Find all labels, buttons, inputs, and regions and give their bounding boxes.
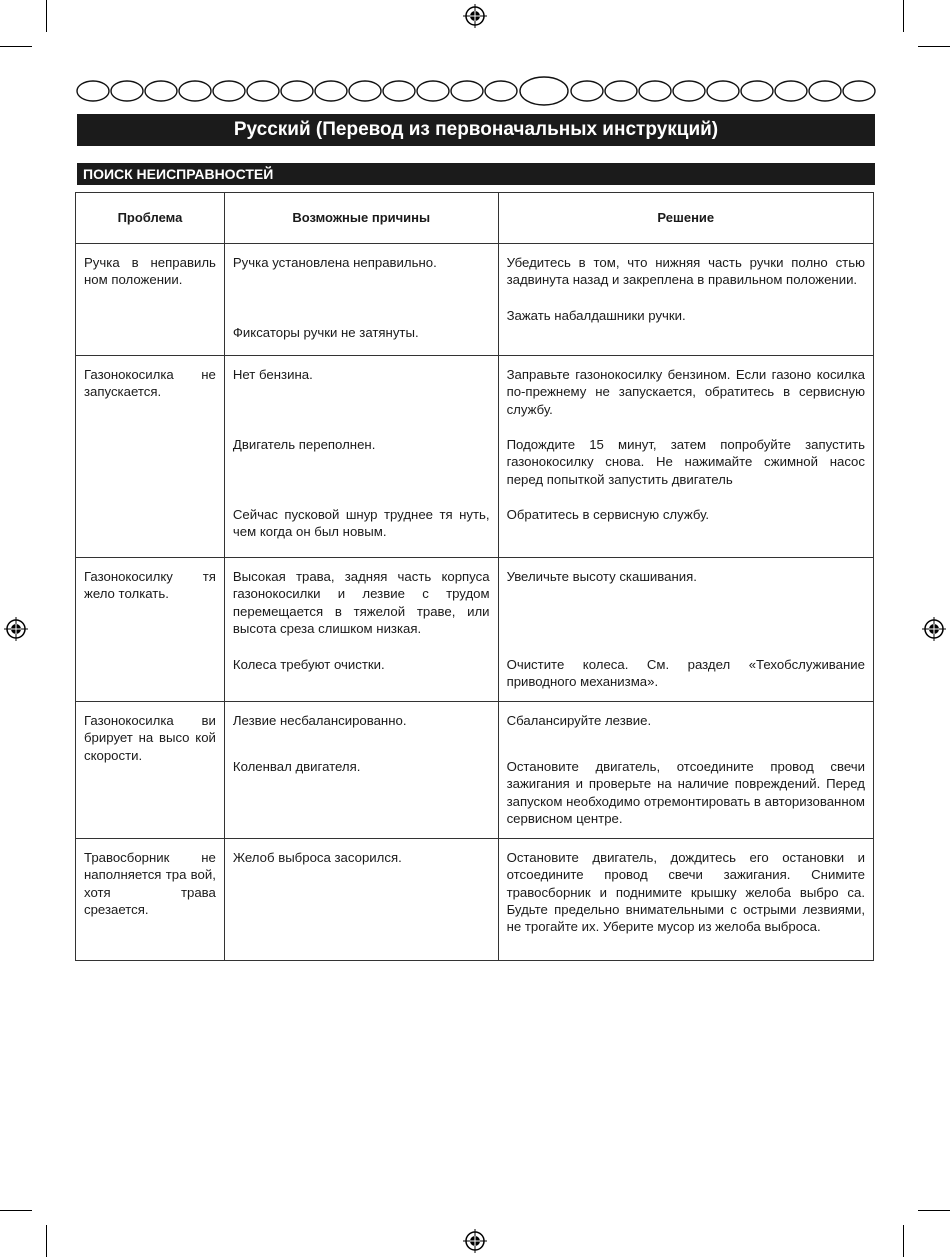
problem-cell: Газонокосилку тя жело толкать. <box>76 558 225 702</box>
problem-cell: Травосборник не наполняется тра вой, хотя трава срезается. <box>76 838 225 960</box>
cause-text: Колеса требуют очистки. <box>232 656 385 672</box>
causes-cell <box>224 558 498 702</box>
crop-mark-bottom-left-v <box>46 1225 47 1257</box>
cause-text: Высокая трава, задняя часть корпуса газонокосилки и лезвие с трудом перемещается в тяжелой траве, или высота среза слишком низкая. <box>232 569 490 637</box>
table-row <box>76 838 874 960</box>
solution-text: Обратитесь в сервисную службу. <box>506 507 710 522</box>
crop-mark-bottom-left-h <box>0 1210 32 1211</box>
cause-text: Сейчас пусковой шнур труднее тя нуть, чем когда он был новым. <box>232 507 490 540</box>
problem-cell: Ручка в неправиль ном положении. <box>76 244 225 356</box>
solutions-cell <box>498 244 873 356</box>
solutions-cell <box>498 356 873 558</box>
registration-mark-icon <box>463 4 487 28</box>
problem-cell: Газонокосилка ви брирует на высо кой скорости. <box>76 701 225 838</box>
crop-mark-top-left-v <box>46 0 47 32</box>
cause-text: Двигатель переполнен. <box>232 437 376 452</box>
solutions-cell <box>498 838 873 960</box>
page-title: Русский (Перевод из первоначальных инструкций) <box>77 114 875 146</box>
crop-mark-top-left-h <box>0 46 32 47</box>
solution-text: Остановите двигатель, дождитесь его остановки и отсоедините провод свечи зажигания. Снимите травосборник и поднимите крышку желоба выбро са. Будьте предельно внимательными с острыми лезвиями, не трогайте их. Уберите мусор из желоба выброса. <box>506 849 865 935</box>
crop-mark-top-right-v <box>903 0 904 32</box>
table-row <box>76 356 874 558</box>
table-header-row <box>76 193 874 244</box>
registration-mark-icon <box>463 1229 487 1253</box>
cause-text: Лезвие несбалансированно. <box>232 712 407 728</box>
cause-text: Коленвал двигателя. <box>232 758 361 774</box>
solution-text: Очистите колеса. См. раздел «Техобслуживание приводного механизма». <box>506 657 865 690</box>
cause-text: Фиксаторы ручки не затянуты. <box>232 325 419 340</box>
solution-text: Подождите 15 минут, затем попробуйте запустить газонокосилку снова. Не нажимайте сжимной насос перед попыткой запустить двигатель <box>506 437 865 487</box>
table-row <box>76 244 874 356</box>
solution-text: Сбалансируйте лезвие. <box>506 712 652 728</box>
registration-mark-icon <box>922 617 946 641</box>
causes-cell <box>224 244 498 356</box>
problem-cell: Газонокосилка не запускается. <box>76 356 225 558</box>
solutions-cell <box>498 701 873 838</box>
cause-text: Нет бензина. <box>232 367 313 382</box>
column-header-causes: Возможные причины <box>224 193 498 244</box>
troubleshooting-table <box>75 192 874 961</box>
registration-mark-icon <box>4 617 28 641</box>
solution-text: Зажать набалдашники ручки. <box>506 307 686 323</box>
table-row <box>76 558 874 702</box>
cause-text: Ручка установлена неправильно. <box>232 255 437 270</box>
causes-cell <box>224 701 498 838</box>
causes-cell <box>224 356 498 558</box>
causes-cell <box>224 838 498 960</box>
crop-mark-top-right-h <box>918 46 950 47</box>
crop-mark-bottom-right-v <box>903 1225 904 1257</box>
language-tabs-ovals <box>74 76 876 106</box>
section-heading: ПОИСК НЕИСПРАВНОСТЕЙ <box>77 163 875 185</box>
column-header-problem: Проблема <box>76 193 225 244</box>
crop-mark-bottom-right-h <box>918 1210 950 1211</box>
column-header-solution: Решение <box>498 193 873 244</box>
solution-text: Увеличьте высоту скашивания. <box>506 569 697 584</box>
cause-text: Желоб выброса засорился. <box>232 849 402 865</box>
solution-text: Заправьте газонокосилку бензином. Если газоно косилка по-прежнему не запускается, обратитесь в сервисную службу. <box>506 367 865 417</box>
solution-text: Остановите двигатель, отсоедините провод свечи зажигания и проверьте на наличие повреждений. Перед запуском необходимо отремонтировать в авторизованном сервисном центре. <box>506 758 865 827</box>
solutions-cell <box>498 558 873 702</box>
table-row <box>76 701 874 838</box>
solution-text: Убедитесь в том, что нижняя часть ручки полно стью задвинута назад и закреплена в правильном положении. <box>506 255 865 288</box>
